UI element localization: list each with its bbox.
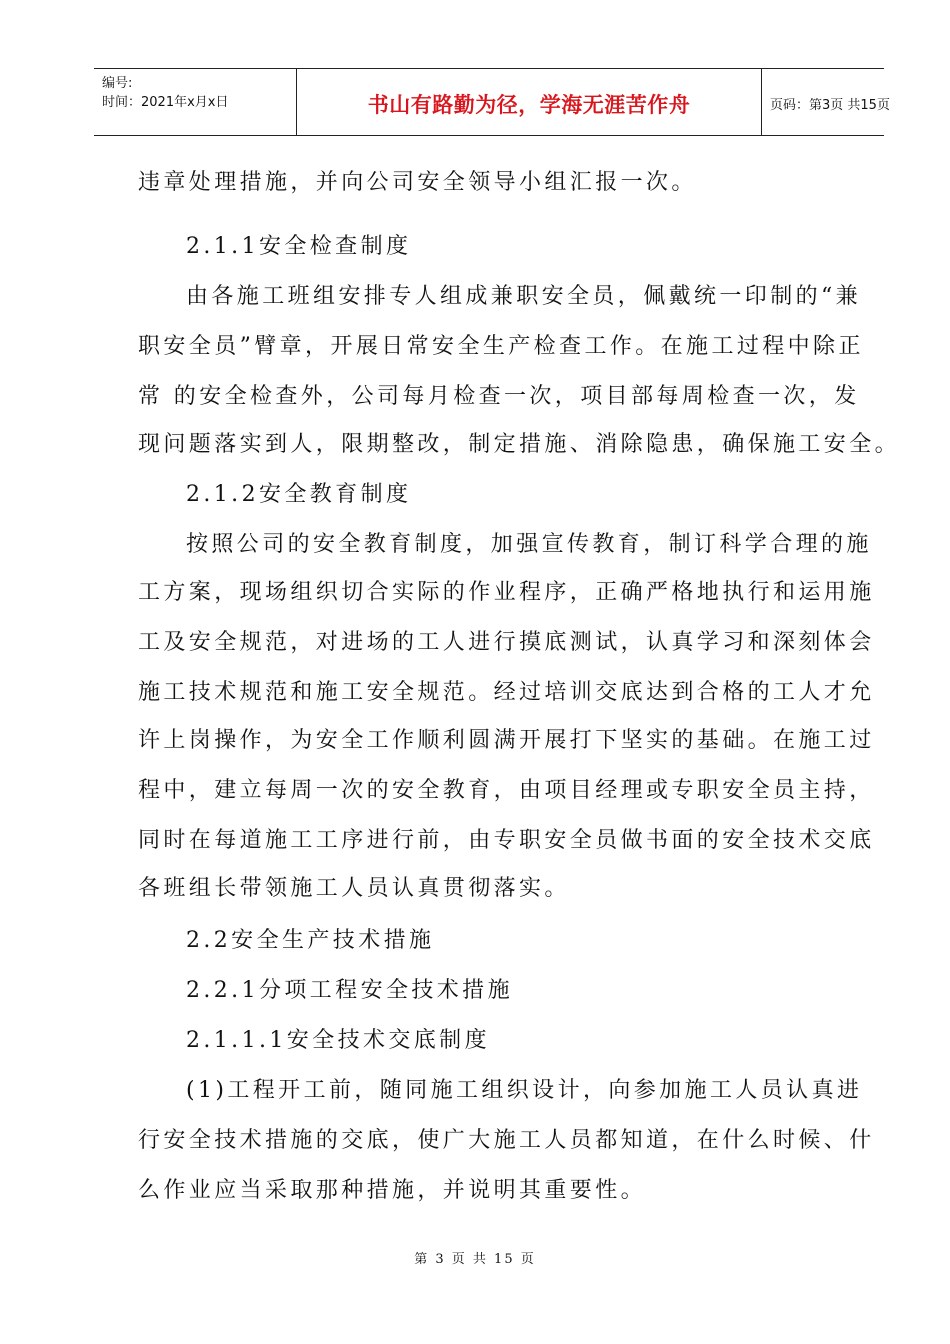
text-line: 同时在每道施工工序进行前，由专职安全员做书面的安全技术交底 (138, 828, 875, 853)
text-line: 施工技术规范和施工安全规范。经过培训交底达到合格的工人才允 (138, 680, 875, 705)
text-line: 许上岗操作，为安全工作顺利圆满开展打下坚实的基础。在施工过 (138, 728, 875, 753)
header-meta (94, 69, 296, 135)
section-heading: 2.2.1分项工程安全技术措施 (186, 978, 513, 1003)
text-line: 常 的安全检查外，公司每月检查一次，项目部每周检查一次，发 (138, 384, 860, 409)
page-header (94, 68, 890, 136)
section-heading: 2.1.1安全检查制度 (186, 234, 412, 259)
section-heading: 2.1.1.1安全技术交底制度 (186, 1028, 490, 1053)
text-line: 程中，建立每周一次的安全教育，由项目经理或专职安全员主持， (138, 778, 875, 803)
text-line: (1)工程开工前，随同施工组织设计，向参加施工人员认真进 (186, 1078, 863, 1103)
section-heading: 2.2安全生产技术措施 (186, 928, 435, 953)
text-line: 按照公司的安全教育制度，加强宣传教育，制订科学合理的施 (186, 532, 872, 557)
time-label: 时间：2021年x月x日 (102, 95, 229, 110)
motto: 书山有路勤为径，学海无涯苦作舟 (367, 93, 691, 117)
text-line: 行安全技术措施的交底，使广大施工人员都知道，在什么时候、什 (138, 1128, 875, 1153)
text-line: 么作业应当采取那种措施，并说明其重要性。 (138, 1178, 647, 1203)
page-label: 页码：第3页 共15页 (770, 98, 890, 113)
text-line: 职安全员”臂章，开展日常安全生产检查工作。在施工过程中除正 (138, 334, 864, 359)
text-line: 工方案，现场组织切合实际的作业程序，正确严格地执行和运用施 (138, 580, 875, 605)
header-motto-cell (296, 69, 762, 135)
text-line: 各班组长带领施工人员认真贯彻落实。 (138, 876, 570, 901)
text-line: 由各施工班组安排专人组成兼职安全员，佩戴统一印制的“兼 (186, 284, 862, 309)
text-line: 现问题落实到人，限期整改，制定措施、消除隐患，确保施工安全。 (138, 432, 901, 457)
section-heading: 2.1.2安全教育制度 (186, 482, 412, 507)
text-line: 违章处理措施，并向公司安全领导小组汇报一次。 (138, 170, 697, 195)
text-line: 工及安全规范，对进场的工人进行摸底测试，认真学习和深刻体会 (138, 630, 875, 655)
page-footer: 第 3 页 共 15 页 (414, 1252, 536, 1267)
header-page-cell (762, 69, 890, 135)
number-label: 编号: (102, 76, 133, 91)
